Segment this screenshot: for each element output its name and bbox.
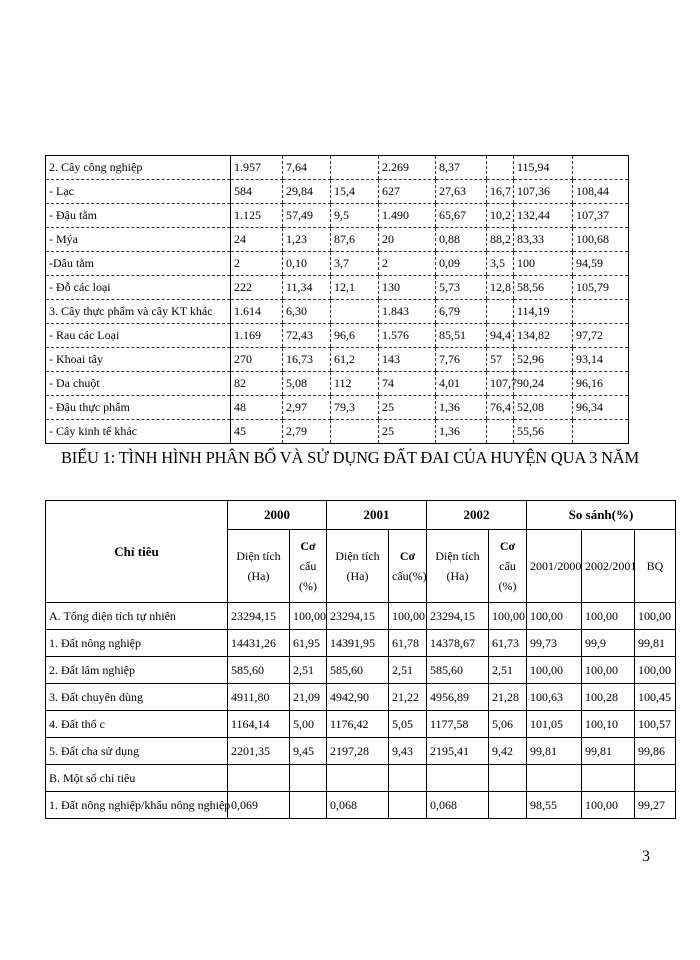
table-row bbox=[46, 684, 676, 711]
header-bq: BQ bbox=[635, 530, 676, 603]
table-cell: 4956,89 bbox=[427, 684, 489, 711]
table-cell: 24 bbox=[231, 228, 283, 252]
table-cell bbox=[427, 765, 489, 792]
table-cell: 100,28 bbox=[582, 684, 635, 711]
header-co-cau-2000: Cơ cấu (%) bbox=[290, 530, 327, 603]
header-co-cau-2002: Cơ cấu (%) bbox=[489, 530, 527, 603]
row-label: -Dâu tằm bbox=[46, 252, 231, 276]
table-cell: 132,44 bbox=[514, 204, 573, 228]
table-cell: 99,9 bbox=[582, 630, 635, 657]
table-cell: 87,6 bbox=[331, 228, 379, 252]
table-cell: 9,42 bbox=[489, 738, 527, 765]
table-cell bbox=[331, 300, 379, 324]
table-cell: 114,19 bbox=[514, 300, 573, 324]
table-cell: 2,51 bbox=[389, 657, 427, 684]
header-chi-tieu: Chỉ tiêu bbox=[46, 501, 228, 603]
table-cell: 29,84 bbox=[283, 180, 331, 204]
table-cell: 100,00 bbox=[527, 603, 582, 630]
table-cell: 12,1 bbox=[331, 276, 379, 300]
table-cell: 6,30 bbox=[283, 300, 331, 324]
table-cell: 99,73 bbox=[527, 630, 582, 657]
row-label: 3. Cây thực phẩm và cây KT khác bbox=[46, 300, 231, 324]
land-use-table bbox=[45, 500, 676, 819]
table-cell: 100 bbox=[514, 252, 573, 276]
table-cell: 23294,15 bbox=[427, 603, 489, 630]
table-cell: 23294,15 bbox=[228, 603, 290, 630]
table-cell bbox=[635, 765, 676, 792]
table-cell: 9,45 bbox=[290, 738, 327, 765]
table-cell: 5,05 bbox=[389, 711, 427, 738]
table-cell: 25 bbox=[379, 396, 436, 420]
table-cell: 61,2 bbox=[331, 348, 379, 372]
row-label: - Đậu thực phẩm bbox=[46, 396, 231, 420]
table-cell: 14431,26 bbox=[228, 630, 290, 657]
table-cell: 2195,41 bbox=[427, 738, 489, 765]
table-cell: 115,94 bbox=[514, 156, 573, 180]
table-cell: 94,59 bbox=[573, 252, 629, 276]
table-cell: 5,06 bbox=[489, 711, 527, 738]
header-2002-2001: 2002/2001 bbox=[582, 530, 635, 603]
table-cell: 1,23 bbox=[283, 228, 331, 252]
table-cell: 627 bbox=[379, 180, 436, 204]
table-cell: 96,16 bbox=[573, 372, 629, 396]
table-cell: 0,068 bbox=[427, 792, 489, 819]
table-cell: 7,76 bbox=[436, 348, 487, 372]
table-cell: 0,09 bbox=[436, 252, 487, 276]
table-row bbox=[46, 324, 629, 348]
table-cell: 107,37 bbox=[573, 204, 629, 228]
table-row bbox=[46, 630, 676, 657]
table-cell: 21,28 bbox=[489, 684, 527, 711]
row-label: 3. Đất chuyên dùng bbox=[46, 684, 228, 711]
row-label: 4. Đất thổ c bbox=[46, 711, 228, 738]
table-row bbox=[46, 276, 629, 300]
table-cell bbox=[389, 765, 427, 792]
table-row bbox=[46, 300, 629, 324]
table-cell: 8,37 bbox=[436, 156, 487, 180]
header-2001: 2001 bbox=[327, 501, 427, 530]
table-cell: 100,45 bbox=[635, 684, 676, 711]
table-cell: 6,79 bbox=[436, 300, 487, 324]
table-cell: 94,4 bbox=[487, 324, 514, 348]
table-cell: 99,81 bbox=[527, 738, 582, 765]
crop-table bbox=[45, 155, 629, 444]
table-cell: 2.269 bbox=[379, 156, 436, 180]
table-cell: 1.576 bbox=[379, 324, 436, 348]
table-cell: 76,4 bbox=[487, 396, 514, 420]
table-cell: 61,73 bbox=[489, 630, 527, 657]
table-row bbox=[46, 657, 676, 684]
table-row bbox=[46, 228, 629, 252]
table-row bbox=[46, 180, 629, 204]
table-cell: 12,8 bbox=[487, 276, 514, 300]
table-cell: 99,81 bbox=[582, 738, 635, 765]
table-cell bbox=[573, 420, 629, 444]
table-cell: 5,00 bbox=[290, 711, 327, 738]
table-cell: 100,00 bbox=[389, 603, 427, 630]
row-label: - Da chuột bbox=[46, 372, 231, 396]
table-cell: 58,56 bbox=[514, 276, 573, 300]
table-cell bbox=[389, 792, 427, 819]
row-label: - Đậu tằm bbox=[46, 204, 231, 228]
table-cell: 55,56 bbox=[514, 420, 573, 444]
table-cell: 2,51 bbox=[290, 657, 327, 684]
table-cell: 4911,80 bbox=[228, 684, 290, 711]
table-cell: 57 bbox=[487, 348, 514, 372]
table-cell bbox=[487, 156, 514, 180]
header-dien-tich-2002: Diện tích (Ha) bbox=[427, 530, 489, 603]
table-row bbox=[46, 348, 629, 372]
table-row bbox=[46, 792, 676, 819]
header-dien-tich-2001: Diện tích (Ha) bbox=[327, 530, 389, 603]
table-cell: 21,09 bbox=[290, 684, 327, 711]
table-cell: 100,00 bbox=[635, 603, 676, 630]
table-cell bbox=[582, 765, 635, 792]
table-cell: 0,10 bbox=[283, 252, 331, 276]
table-cell: 65,67 bbox=[436, 204, 487, 228]
table-cell: 79,3 bbox=[331, 396, 379, 420]
table-cell: 93,14 bbox=[573, 348, 629, 372]
row-label: - Khoai tây bbox=[46, 348, 231, 372]
table-cell: 2 bbox=[231, 252, 283, 276]
table-cell: 52,08 bbox=[514, 396, 573, 420]
table-cell: 1,36 bbox=[436, 420, 487, 444]
table-cell: 27,63 bbox=[436, 180, 487, 204]
table-cell: 2201,35 bbox=[228, 738, 290, 765]
header-dien-tich-2000: Diện tích (Ha) bbox=[228, 530, 290, 603]
row-label: B. Một số chỉ tiêu bbox=[46, 765, 228, 792]
table-cell: 45 bbox=[231, 420, 283, 444]
table-cell: 11,34 bbox=[283, 276, 331, 300]
table-cell: 96,6 bbox=[331, 324, 379, 348]
row-label: 2. Đất lâm nghiệp bbox=[46, 657, 228, 684]
table-cell: 1176,42 bbox=[327, 711, 389, 738]
table-cell: 100,10 bbox=[582, 711, 635, 738]
table-cell: 98,55 bbox=[527, 792, 582, 819]
table-cell: 270 bbox=[231, 348, 283, 372]
row-label: 1. Đất nông nghiệp bbox=[46, 630, 228, 657]
table-cell bbox=[228, 765, 290, 792]
table-cell: 97,72 bbox=[573, 324, 629, 348]
table-cell: 99,86 bbox=[635, 738, 676, 765]
table-cell: 1.169 bbox=[231, 324, 283, 348]
table-row bbox=[46, 252, 629, 276]
table-cell: 100,63 bbox=[527, 684, 582, 711]
table-cell: 143 bbox=[379, 348, 436, 372]
table-cell: 1.125 bbox=[231, 204, 283, 228]
table-cell bbox=[290, 792, 327, 819]
table-cell: 100,00 bbox=[582, 792, 635, 819]
table-cell: 1.614 bbox=[231, 300, 283, 324]
table-cell: 82 bbox=[231, 372, 283, 396]
table-row bbox=[46, 603, 676, 630]
header-2000: 2000 bbox=[228, 501, 327, 530]
table-cell: 100,00 bbox=[635, 657, 676, 684]
table-cell: 100,00 bbox=[582, 657, 635, 684]
row-label: 2. Cây công nghiệp bbox=[46, 156, 231, 180]
table-cell: 48 bbox=[231, 396, 283, 420]
row-label: - Cây kinh tế khác bbox=[46, 420, 231, 444]
table-cell: 16,7 bbox=[487, 180, 514, 204]
table-cell: 222 bbox=[231, 276, 283, 300]
table-cell: 1164,14 bbox=[228, 711, 290, 738]
table-cell: 5,73 bbox=[436, 276, 487, 300]
table-cell: 100,57 bbox=[635, 711, 676, 738]
table-cell: 57,49 bbox=[283, 204, 331, 228]
table-cell: 9,43 bbox=[389, 738, 427, 765]
row-label: - Rau các Loại bbox=[46, 324, 231, 348]
table-cell: 2,51 bbox=[489, 657, 527, 684]
table-cell: 0,069 bbox=[228, 792, 290, 819]
table-cell: 99,81 bbox=[635, 630, 676, 657]
header-co-cau-2001: Cơ cấu(%) bbox=[389, 530, 427, 603]
table-cell: 5,08 bbox=[283, 372, 331, 396]
table-row bbox=[46, 420, 629, 444]
table-cell bbox=[487, 420, 514, 444]
table-cell: 99,27 bbox=[635, 792, 676, 819]
table-cell: 88,2 bbox=[487, 228, 514, 252]
table-cell: 74 bbox=[379, 372, 436, 396]
row-label: 5. Đất cha sử dụng bbox=[46, 738, 228, 765]
table-cell: 3,5 bbox=[487, 252, 514, 276]
table-cell: 108,44 bbox=[573, 180, 629, 204]
table-cell: 2,79 bbox=[283, 420, 331, 444]
table-cell: 15,4 bbox=[331, 180, 379, 204]
table-row bbox=[46, 372, 629, 396]
table-cell: 21,22 bbox=[389, 684, 427, 711]
row-label: - Đỗ các loại bbox=[46, 276, 231, 300]
table-cell: 585,60 bbox=[228, 657, 290, 684]
table-cell: 585,60 bbox=[427, 657, 489, 684]
table-cell: 584 bbox=[231, 180, 283, 204]
table-cell: 105,79 bbox=[573, 276, 629, 300]
table-cell: 52,96 bbox=[514, 348, 573, 372]
table-cell: 96,34 bbox=[573, 396, 629, 420]
table-cell: 72,43 bbox=[283, 324, 331, 348]
table-cell bbox=[487, 300, 514, 324]
table-cell: 107,36 bbox=[514, 180, 573, 204]
table-cell: 2197,28 bbox=[327, 738, 389, 765]
table-cell: 25 bbox=[379, 420, 436, 444]
table-cell bbox=[527, 765, 582, 792]
table-cell: 100,00 bbox=[527, 657, 582, 684]
table-cell: 85,51 bbox=[436, 324, 487, 348]
table-cell: 14391,95 bbox=[327, 630, 389, 657]
table-cell: 112 bbox=[331, 372, 379, 396]
table-cell: 90,24 bbox=[514, 372, 573, 396]
table-cell: 3,7 bbox=[331, 252, 379, 276]
table-cell: 1.957 bbox=[231, 156, 283, 180]
table-cell bbox=[489, 792, 527, 819]
table-cell: 1.843 bbox=[379, 300, 436, 324]
table-row bbox=[46, 765, 676, 792]
table-cell: 4942,90 bbox=[327, 684, 389, 711]
table-row bbox=[46, 738, 676, 765]
table-row bbox=[46, 156, 629, 180]
table-cell: 16,73 bbox=[283, 348, 331, 372]
table-cell: 1,36 bbox=[436, 396, 487, 420]
row-label: A. Tổng diện tích tự nhiên bbox=[46, 603, 228, 630]
table-cell: 61,78 bbox=[389, 630, 427, 657]
table-cell: 100,00 bbox=[582, 603, 635, 630]
header-2001-2000: 2001/2000 bbox=[527, 530, 582, 603]
table-cell bbox=[327, 765, 389, 792]
table-cell: 1.490 bbox=[379, 204, 436, 228]
table-cell: 1177,58 bbox=[427, 711, 489, 738]
table-cell: 14378,67 bbox=[427, 630, 489, 657]
table-cell: 7,64 bbox=[283, 156, 331, 180]
row-label: - Lạc bbox=[46, 180, 231, 204]
table-cell bbox=[331, 156, 379, 180]
table-cell: 100,00 bbox=[489, 603, 527, 630]
table-cell: 101,05 bbox=[527, 711, 582, 738]
table-cell: 100,68 bbox=[573, 228, 629, 252]
row-label: - Mýa bbox=[46, 228, 231, 252]
header-2002: 2002 bbox=[427, 501, 527, 530]
table-title: BIỂU 1: TÌNH HÌNH PHÂN BỔ VÀ SỬ DỤNG ĐẤT ĐAI CỦA HUYỆN QUA 3 NĂM bbox=[61, 448, 639, 467]
table-cell: 0,068 bbox=[327, 792, 389, 819]
table-row bbox=[46, 204, 629, 228]
table-cell bbox=[290, 765, 327, 792]
table-cell bbox=[489, 765, 527, 792]
table-cell bbox=[573, 300, 629, 324]
table-cell: 585,60 bbox=[327, 657, 389, 684]
table-cell: 100,00 bbox=[290, 603, 327, 630]
table-cell bbox=[331, 420, 379, 444]
table-cell: 2,97 bbox=[283, 396, 331, 420]
table-cell bbox=[573, 156, 629, 180]
table-cell: 4,01 bbox=[436, 372, 487, 396]
header-so-sanh: So sánh(%) bbox=[527, 501, 676, 530]
table-cell: 61,95 bbox=[290, 630, 327, 657]
table-cell: 130 bbox=[379, 276, 436, 300]
table-row bbox=[46, 396, 629, 420]
table-cell: 0,88 bbox=[436, 228, 487, 252]
table-cell: 23294,15 bbox=[327, 603, 389, 630]
table-cell: 20 bbox=[379, 228, 436, 252]
page-number: 3 bbox=[642, 848, 650, 865]
table-cell: 2 bbox=[379, 252, 436, 276]
table-cell: 134,82 bbox=[514, 324, 573, 348]
table-cell: 10,2 bbox=[487, 204, 514, 228]
table-cell: 107,7 bbox=[487, 372, 514, 396]
row-label: 1. Đất nông nghiệp/khẩu nông nghiệp bbox=[46, 792, 228, 819]
table-row bbox=[46, 711, 676, 738]
table-cell: 83,33 bbox=[514, 228, 573, 252]
table-cell: 9,5 bbox=[331, 204, 379, 228]
